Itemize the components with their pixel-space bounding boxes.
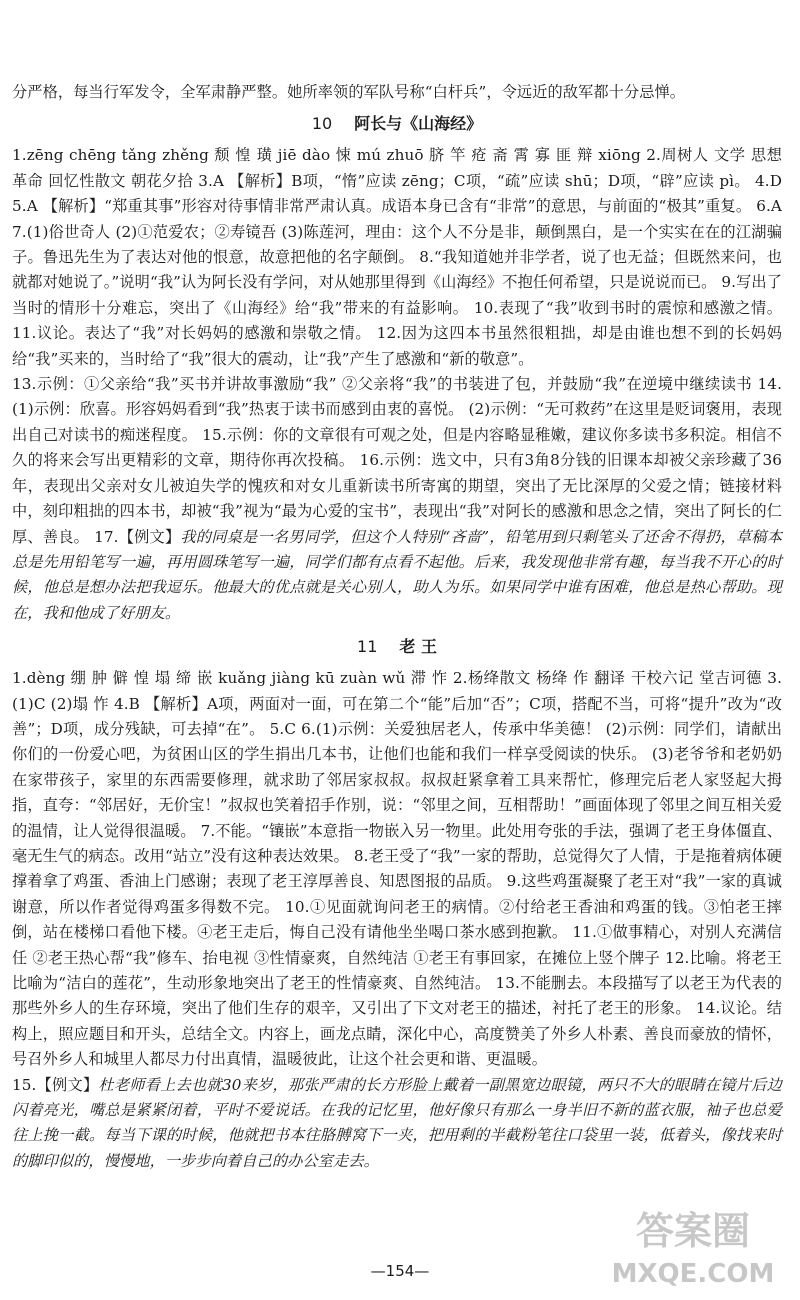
section-11-heading: 老 王 (399, 637, 437, 657)
section-10-answers-2-text: 13.示例：①父亲给“我”买书并讲故事激励“我” ②父亲将“我”的书装进了包，并鼓励“我”在逆境中继续读书 14.(1)示例：欣喜。形容妈妈看到“我”热衷于读书而感到由衷的喜悦。 (2)示例：“无可救药”在这里是贬词褒用，表现出自己对读书的痴迷程度。 15.示例：你的文章很有可观之处，但是内容略显稚嫩，建议你多读书多积淀。相信不久的将来会写出更精彩的文章，期待你再次投稿。 16.示例：选文中，只有3角8分钱的旧课本却被父亲珍藏了36年，表现出父亲对女儿被迫失学的愧疚和对女儿重新读书所寄寓的期望，突出了无比深厚的父爱之情；链接材料中，刻印粗拙的四本书，却被“我”视为“最为心爱的宝书”，表现出“我”对阿长的感激和思念之情，突出了阿长的仁厚、善良。 17.【例文】 (12, 375, 782, 546)
intro-paragraph: 分严格，每当行军发令，全军肃静严整。她所率领的军队号称“白杆兵”，令远近的敌军都十分忌惮。 (12, 83, 686, 101)
section-11-number: 11 (357, 637, 378, 657)
section-10-example-essay: 我的同桌是一名男同学，但这个人特别“吝啬”，铅笔用到只剩笔头了还舍不得扔，草稿本总是先用铅笔写一遍，再用圆珠笔写一遍，同学们都有点看不起他。后来，我发现他非常有趣，每当我不开心的时候，他总是想办法把我逗乐。他最大的优点就是关心别人，助人为乐。如果同学中谁有困难，他总是热心帮助。现在，我和他成了好朋友。 (12, 527, 783, 622)
section-11-title (12, 634, 782, 660)
section-11-example (12, 1073, 782, 1175)
section-11-answers-1: 1.dèng 绷 肿 僻 惶 塌 缔 嵌 kuǎng jiàng kū zuàn wǔ 滞 怍 2.杨绛散文 杨绛 作 翻译 干校六记 堂吉诃德 3.(1)C (2)塌 怍 4.B 【解析】A项，两面对一面，可在第二个“能”后加“否”；C项，搭配不当，可将“提升”改为“改善”；D项，成分残缺，可去掉“在”。 5.C 6.(1)示例：关爱独居老人，传承中华美德！ (2)示例：同学们，请献出你们的一份爱心吧，为贫困山区的学生捐出几本书，让他们也能和我们一样享受阅读的快乐。 (3)老爷爷和老奶奶在家带孩子，家里的东西需要修理，就求助了邻居家叔叔。叔叔赶紧拿着工具来帮忙，修理完后老人家竖起大拇指，直夸：“邻居好，无价宝！”叔叔也笑着招手作别，说：“邻里之间，互相帮助！”画面体现了邻里之间互相关爱的温情，让人觉得很温暖。 7.不能。“镶嵌”本意指一物嵌入另一物里。此处用夸张的手法，强调了老王身体僵直、毫无生气的病态。改用“站立”没有这种表达效果。 8.老王受了“我”一家的帮助，总觉得欠了人情，于是拖着病体硬撑着拿了鸡蛋、香油上门感谢；表现了老王淳厚善良、知恩图报的品质。 9.这些鸡蛋凝聚了老王对“我”一家的真诚谢意，所以作者觉得鸡蛋多得数不完。 10.①见面就询问老王的病情。②付给老王香油和鸡蛋的钱。③怕老王摔倒，站在楼梯口看他下楼。④老王走后，悔自己没有请他坐坐喝口茶水感到抱歉。 11.①做事精心，对别人充满信任 ②老王热心帮“我”修车、抬电视 ③性情豪爽，自然纯洁 ①老王有事回家，在摊位上竖个牌子 12.比喻。将老王比喻为“洁白的莲花”，生动形象地突出了老王的性情豪爽、自然纯洁。 13.不能删去。本段描写了以老王为代表的那些外乡人的生存环境，突出了他们生存的艰辛，又引出了下文对老王的描述，衬托了老王的形象。 14.议论。结构上，照应题目和开头，总结全文。内容上，画龙点睛，深化中心，高度赞美了外乡人朴素、善良而豪放的情怀，号召外乡人和城里人都尽力付出真情，温暖彼此，让这个社会更和谐、更温暖。 (12, 669, 782, 1069)
section-11-example-essay: 杜老师看上去也就30来岁，那张严肃的长方形脸上戴着一副黑宽边眼镜，两只不大的眼睛在镜片后边闪着亮光，嘴总是紧紧闭着，平时不爱说话。在我的记忆里，他好像只有那么一身半旧不新的蓝衣服，袖子也总爱往上挽一截。每当下课的时候，他就把书本往胳膊窝下一夹，把用剩的半截粉笔往口袋里一装，低着头，像找来时的脚印似的，慢慢地，一步步向着自己的办公室走去。 (12, 1075, 782, 1170)
watermark-logo (600, 1200, 786, 1292)
section-11-example-label: 15.【例文】 (12, 1075, 99, 1094)
section-10-heading: 阿长与《山海经》 (354, 114, 483, 134)
section-10-title (12, 111, 782, 137)
section-10-answers-1: 1.zēng chēng tǎng zhěng 颓 惶 璜 jiē dào 悚 mú zhuō 脐 竿 疮 斋 霄 寡 匪 辩 xiōng 2.周树人 文学 思想 革命 回忆性散文 朝花夕拾 3.A 【解析】B项，“惰”应读 zēng；C项，“疏”应读 shū；D项，“辟”应读 pì。 4.D 5.A 【解析】“郑重其事”形容对待事情非常严肃认真。成语本身已含有“非常”的意思，与前面的“极其”重复。 6.A 7.(1)俗世奇人 (2)①范爱农；②寿镜吾 (3)陈莲河，理由：这个人不分是非，颠倒黑白，是一个实实在在的江湖骗子。鲁迅先生为了表达对他的恨意，故意把他的名字颠倒。 8.“我知道她并非学者，说了也无益；但既然来问，也就都对她说了。”说明“我”认为阿长没有学问，对从她那里得到《山海经》不抱任何希望，只是说说而已。 9.写出了当时的情形十分难忘，突出了《山海经》给“我”带来的有益影响。 10.表现了“我”收到书时的震惊和感激之情。 11.议论。表达了“我”对长妈妈的感激和崇敬之情。 12.因为这四本书虽然很粗拙，却是由谁也想不到的长妈妈给“我”买来的，当时给了“我”很大的震动，让“我”产生了感激和“新的敬意”。 (12, 146, 782, 368)
watermark-line1: 答案圈 (635, 1209, 751, 1253)
watermark-line2: MXQE.COM (611, 1259, 775, 1289)
page-number: —154— (370, 1262, 430, 1280)
section-10-number: 10 (311, 114, 333, 134)
section-10-answers-2 (12, 372, 782, 626)
section-11 (12, 634, 782, 1174)
section-10 (12, 111, 782, 626)
